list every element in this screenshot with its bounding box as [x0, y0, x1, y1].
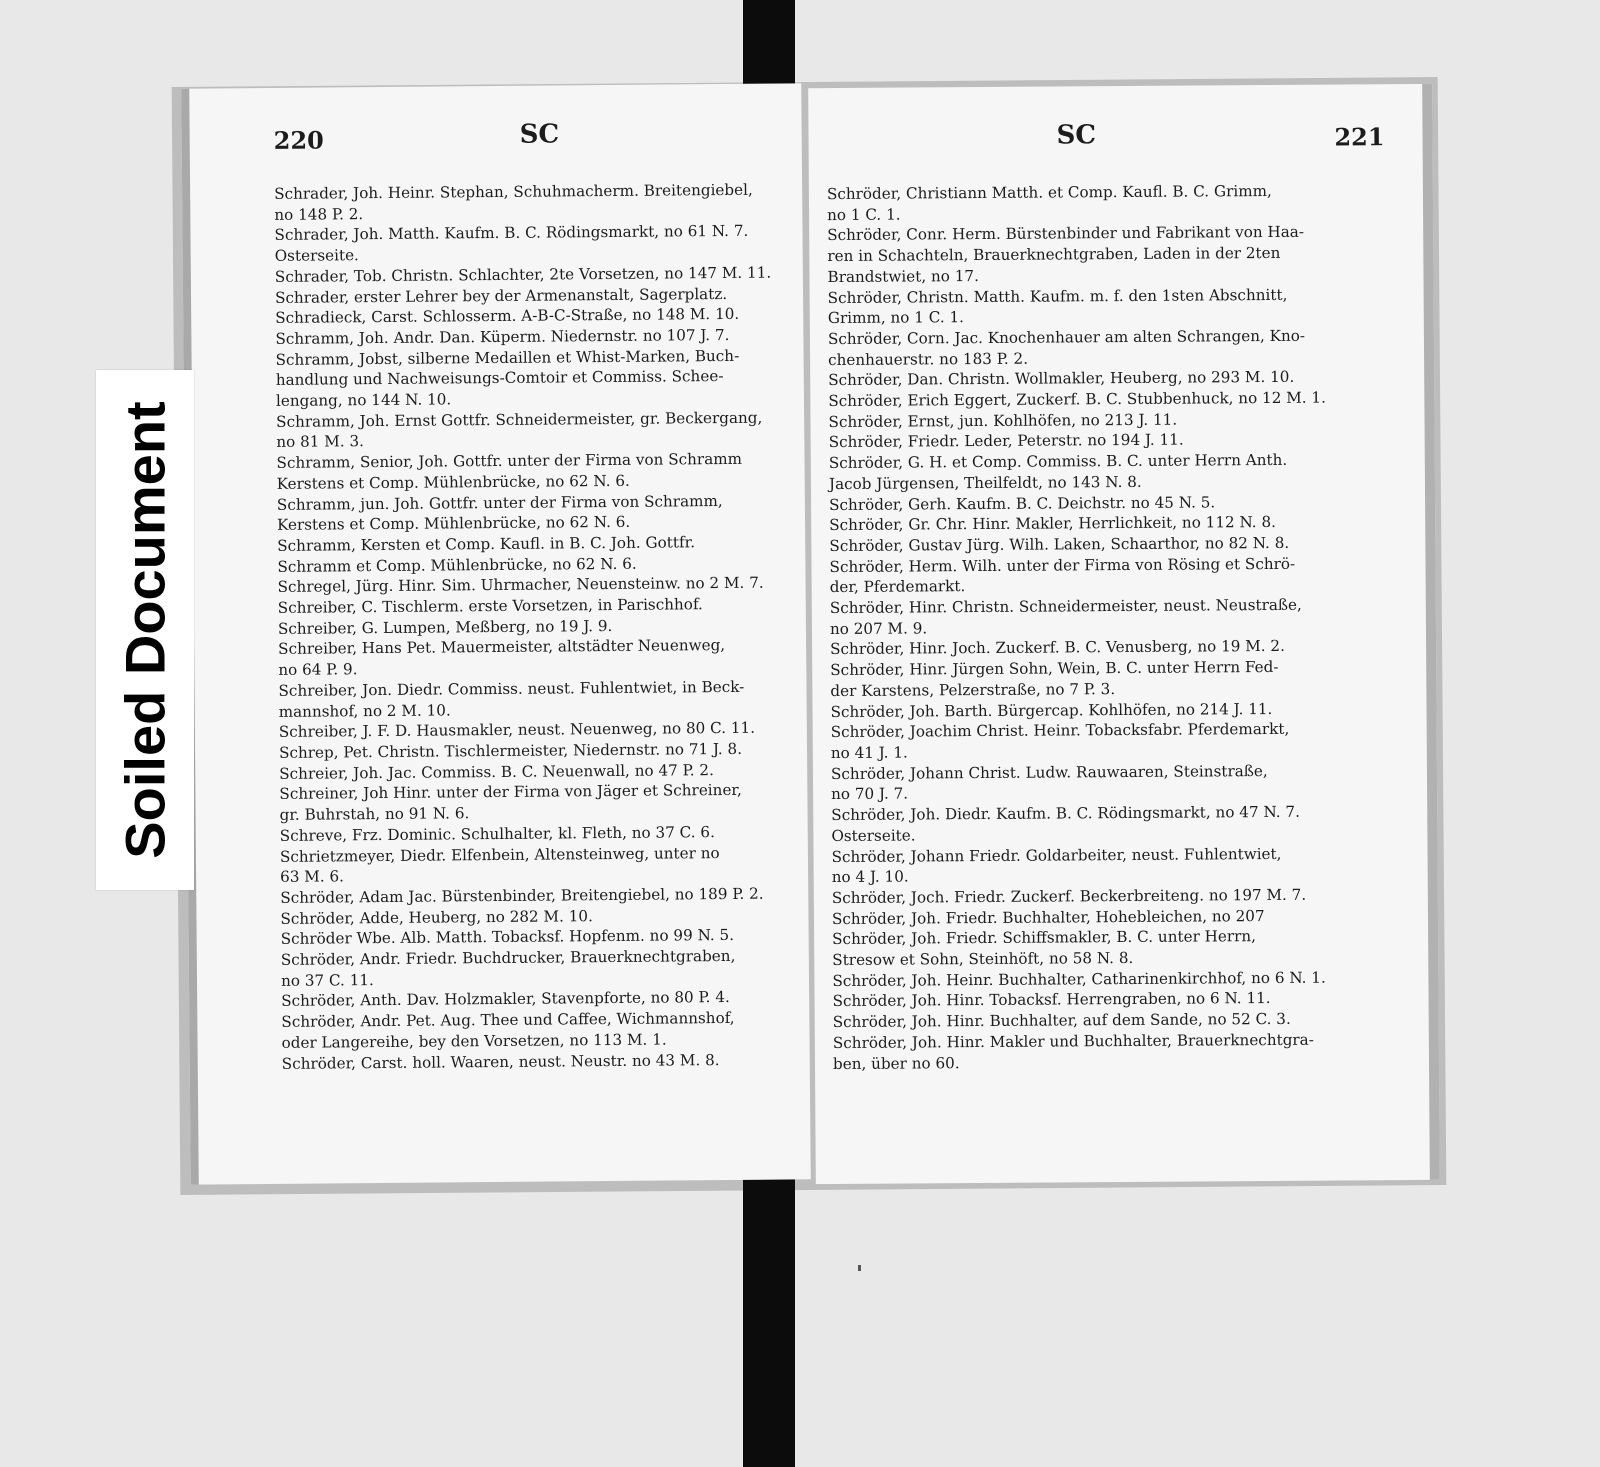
entry-line: Schröder, Joh. Heinr. Buchhalter, Catharinenkirchhof, no 6 N. 1. [832, 968, 1326, 990]
entry-line: Schröder, Herm. Wilh. unter der Firma von Rösing et Schrö- [829, 554, 1296, 576]
entry-line: Grimm, no 1 C. 1. [827, 308, 965, 328]
entry-line: Schröder, Corn. Jac. Knochenhauer am alten Schrangen, Kno- [827, 326, 1306, 348]
entry-line: Schröder, Carst. holl. Waaren, neust. Neustr. no 43 M. 8. [281, 1050, 720, 1073]
entry-line: Schröder, Christn. Matth. Kaufm. m. f. den 1sten Abschnitt, [827, 285, 1288, 307]
entry-line: Schröder, Joh. Diedr. Kaufm. B. C. Rödingsmarkt, no 47 N. 7. [831, 802, 1300, 825]
entry-line: Schröder, Adam Jac. Bürstenbinder, Breitengiebel, no 189 P. 2. [280, 884, 764, 907]
entry-line: Schröder, Joachim Christ. Heinr. Tobacksfabr. Pferdemarkt, [830, 720, 1290, 742]
entry-line: Schramm, Kersten et Comp. Kaufl. in B. C. Joh. Gottfr. [277, 533, 696, 555]
right-page-number: 221 [1334, 122, 1385, 152]
entry-line: no 70 J. 7. [831, 784, 909, 804]
entry-line: Schröder, Hinr. Jürgen Sohn, Wein, B. C. unter Herrn Fed- [830, 658, 1279, 680]
entry-line: Schröder, G. H. et Comp. Commiss. B. C. unter Herrn Anth. [828, 450, 1288, 473]
entry-line: Schröder, Conr. Herm. Bürstenbinder und Fabrikant von Haa- [827, 223, 1304, 245]
entry-line: Schröder, Christiann Matth. et Comp. Kaufl. B. C. Grimm, [826, 181, 1272, 204]
entry-line: Schröder, Andr. Pet. Aug. Thee und Caffee, Wichmannshof, [281, 1009, 735, 1032]
entry-line: Schreier, Joh. Jac. Commiss. B. C. Neuenwall, no 47 P. 2. [279, 760, 714, 783]
entry-line: Schröder, Gerh. Kaufm. B. C. Deichstr. no 45 N. 5. [829, 492, 1216, 514]
right-page-header [808, 118, 1422, 152]
entry-line: Schröder, Hinr. Christn. Schneidermeister, neust. Neustraße, [829, 595, 1302, 618]
entry-line: no 1 C. 1. [827, 205, 901, 224]
entry-line: no 207 M. 9. [829, 619, 928, 638]
right-running-head: SC [1056, 120, 1097, 151]
entry-line: gr. Buhrstah, no 91 N. 6. [279, 804, 470, 824]
entry-line: Schröder, Joh. Friedr. Schiffsmakler, B. C. unter Herrn, [832, 927, 1257, 949]
entry-line: Schreiber, G. Lumpen, Meßberg, no 19 J. 9. [277, 616, 613, 638]
entry-line: Schrep, Pet. Christn. Tischlermeister, Niedernstr. no 71 J. 8. [278, 739, 743, 762]
entry-line: Schröder, Gustav Jürg. Wilh. Laken, Schaarthor, no 82 N. 8. [829, 533, 1290, 556]
entry-line: Schramm, Joh. Ernst Gottfr. Schneidermeister, gr. Beckergang, [276, 408, 763, 431]
left-page [181, 83, 811, 1184]
entry-line: Schramm, jun. Joh. Gottfr. unter der Firma von Schramm, [276, 491, 723, 514]
entry-line: der, Pferdemarkt. [829, 577, 966, 597]
entry-line: Kerstens et Comp. Mühlenbrücke, no 62 N. 6. [276, 471, 630, 493]
entry-line: Stresow et Sohn, Steinhöft, no 58 N. 8. [832, 948, 1134, 970]
entry-line: Schröder, Johann Christ. Ludw. Rauwaaren, Steinstraße, [830, 761, 1268, 783]
entry-line: Schramm et Comp. Mühlenbrücke, no 62 N. 6. [277, 554, 637, 576]
entry-line: der Karstens, Pelzerstraße, no 7 P. 3. [830, 679, 1116, 700]
right-entries [827, 180, 1391, 1074]
entry-line: mannshof, no 2 M. 10. [278, 700, 451, 721]
entry-line: Schrader, Joh. Matth. Kaufm. B. C. Rödingsmarkt, no 61 N. 7. [274, 222, 749, 245]
entry-line: Schröder, Joh. Barth. Bürgercap. Kohlhöfen, no 214 J. 11. [830, 699, 1273, 721]
entry-line: Schreve, Frz. Dominic. Schulhalter, kl. Fleth, no 37 C. 6. [279, 822, 715, 845]
entry-line: no 41 J. 1. [830, 743, 908, 763]
entry-line: Schramm, Jobst, silberne Medaillen et Whist-Marken, Buch- [275, 346, 740, 369]
entry-line: no 4 J. 10. [831, 867, 909, 887]
left-page-number: 220 [273, 125, 324, 155]
entry-line: Schregel, Jürg. Hinr. Sim. Uhrmacher, Neuensteinw. no 2 M. 7. [277, 574, 764, 597]
left-entries [274, 179, 792, 1074]
entry-line: Schröder, Adde, Heuberg, no 282 M. 10. [280, 906, 593, 928]
entry-line: no 37 C. 11. [280, 970, 374, 990]
entry-line: Osterseite. [274, 246, 359, 266]
entry-line: ren in Schachteln, Brauerknechtgraben, Laden in der 2ten [827, 244, 1281, 266]
entry-line: Schröder, Joh. Friedr. Buchhalter, Hohebleichen, no 207 [831, 906, 1265, 928]
left-running-head: SC [519, 119, 560, 150]
entry-line: Schröder, Gr. Chr. Hinr. Makler, Herrlichkeit, no 112 N. 8. [829, 513, 1276, 535]
entry-line: handlung und Nachweisungs-Comtoir et Commiss. Schee- [275, 367, 724, 390]
right-page [808, 84, 1440, 1184]
label-text: Soiled Document [113, 401, 177, 859]
left-page-header [190, 117, 802, 155]
entry-line: Schröder, Andr. Friedr. Buchdrucker, Brauerknechtgraben, [280, 946, 736, 969]
entry-line: Schröder, Anth. Dav. Holzmakler, Stavenpforte, no 80 P. 4. [281, 988, 730, 1011]
entry-line: Jacob Jürgensen, Theilfeldt, no 143 N. 8. [828, 472, 1142, 493]
entry-line: Schröder, Friedr. Leder, Peterstr. no 194 J. 11. [828, 431, 1184, 452]
entry-line: Schrietzmeyer, Diedr. Elfenbein, Altensteinweg, unter no [279, 843, 720, 866]
entry-line: Schreiber, J. F. D. Hausmakler, neust. Neuenweg, no 80 C. 11. [278, 719, 756, 742]
entry-line: Schröder, Erich Eggert, Zuckerf. B. C. Stubbenhuck, no 12 M. 1. [828, 388, 1326, 411]
entry-line: Schreiber, Jon. Diedr. Commiss. neust. Fuhlentwiet, in Beck- [278, 677, 745, 700]
entry-line: Schröder, Joh. Hinr. Tobacksf. Herrengraben, no 6 N. 11. [832, 989, 1271, 1011]
entry-line: Schreiber, Hans Pet. Mauermeister, altstädter Neuenweg, [278, 636, 726, 659]
entry-line: no 81 M. 3. [276, 432, 365, 452]
entry-line: Schreiber, C. Tischlerm. erste Vorsetzen, in Parischhof. [277, 595, 703, 617]
entry-line: Schramm, Joh. Andr. Dan. Küperm. Niedernstr. no 107 J. 7. [275, 325, 730, 348]
entry-line: Schreiner, Joh Hinr. unter der Firma von Jäger et Schreiner, [279, 781, 742, 804]
entry-line: no 64 P. 9. [278, 660, 358, 680]
entry-line: Schröder, Dan. Christn. Wollmakler, Heuberg, no 293 M. 10. [828, 368, 1295, 390]
entry-line: ben, über no 60. [832, 1053, 960, 1073]
entry-line: lengang, no 144 N. 10. [275, 390, 452, 410]
entry-line: Schröder, Hinr. Joch. Zuckerf. B. C. Venusberg, no 19 M. 2. [830, 637, 1285, 659]
entry-line: no 148 P. 2. [274, 204, 364, 224]
entry-line: 63 M. 6. [280, 867, 345, 887]
entry-line: Schröder Wbe. Alb. Matth. Tobacksf. Hopfenm. no 99 N. 5. [280, 926, 735, 949]
dust-speck [858, 1265, 861, 1271]
entry-line: Schrader, erster Lehrer bey der Armenanstalt, Sagerplatz. [274, 284, 728, 307]
entry-line: chenhauerstr. no 183 P. 2. [828, 349, 1029, 369]
entry-line: Schradieck, Carst. Schlosserm. A-B-C-Straße, no 148 M. 10. [275, 305, 740, 328]
entry-line: Schrader, Tob. Christn. Schlachter, 2te Vorsetzen, no 147 M. 11. [274, 263, 772, 286]
entry-line: Schröder, Ernst, jun. Kohlhöfen, no 213 J. 11. [828, 410, 1178, 431]
entry-line: Schrader, Joh. Heinr. Stephan, Schuhmacherm. Breitengiebel, [274, 180, 753, 203]
entry-line: Schröder, Joh. Hinr. Buchhalter, auf dem Sande, no 52 C. 3. [832, 1009, 1291, 1032]
entry-line: Schröder, Joch. Friedr. Zuckerf. Beckerbreiteng. no 197 M. 7. [831, 885, 1307, 907]
entry-line: Schröder, Johann Friedr. Goldarbeiter, neust. Fuhlentwiet, [831, 844, 1282, 866]
entry-line: Brandstwiet, no 17. [827, 266, 979, 286]
entry-line: Schröder, Joh. Hinr. Makler und Buchhalter, Brauerknechtgra- [832, 1030, 1314, 1052]
entry-line: Osterseite. [831, 826, 916, 845]
soiled-document-label [96, 370, 194, 890]
entry-line: oder Langereihe, bey den Vorsetzen, no 113 M. 1. [281, 1030, 667, 1052]
entry-line: Kerstens et Comp. Mühlenbrücke, no 62 N. 6. [276, 513, 631, 535]
entry-line: Schramm, Senior, Joh. Gottfr. unter der Firma von Schramm [276, 449, 743, 473]
